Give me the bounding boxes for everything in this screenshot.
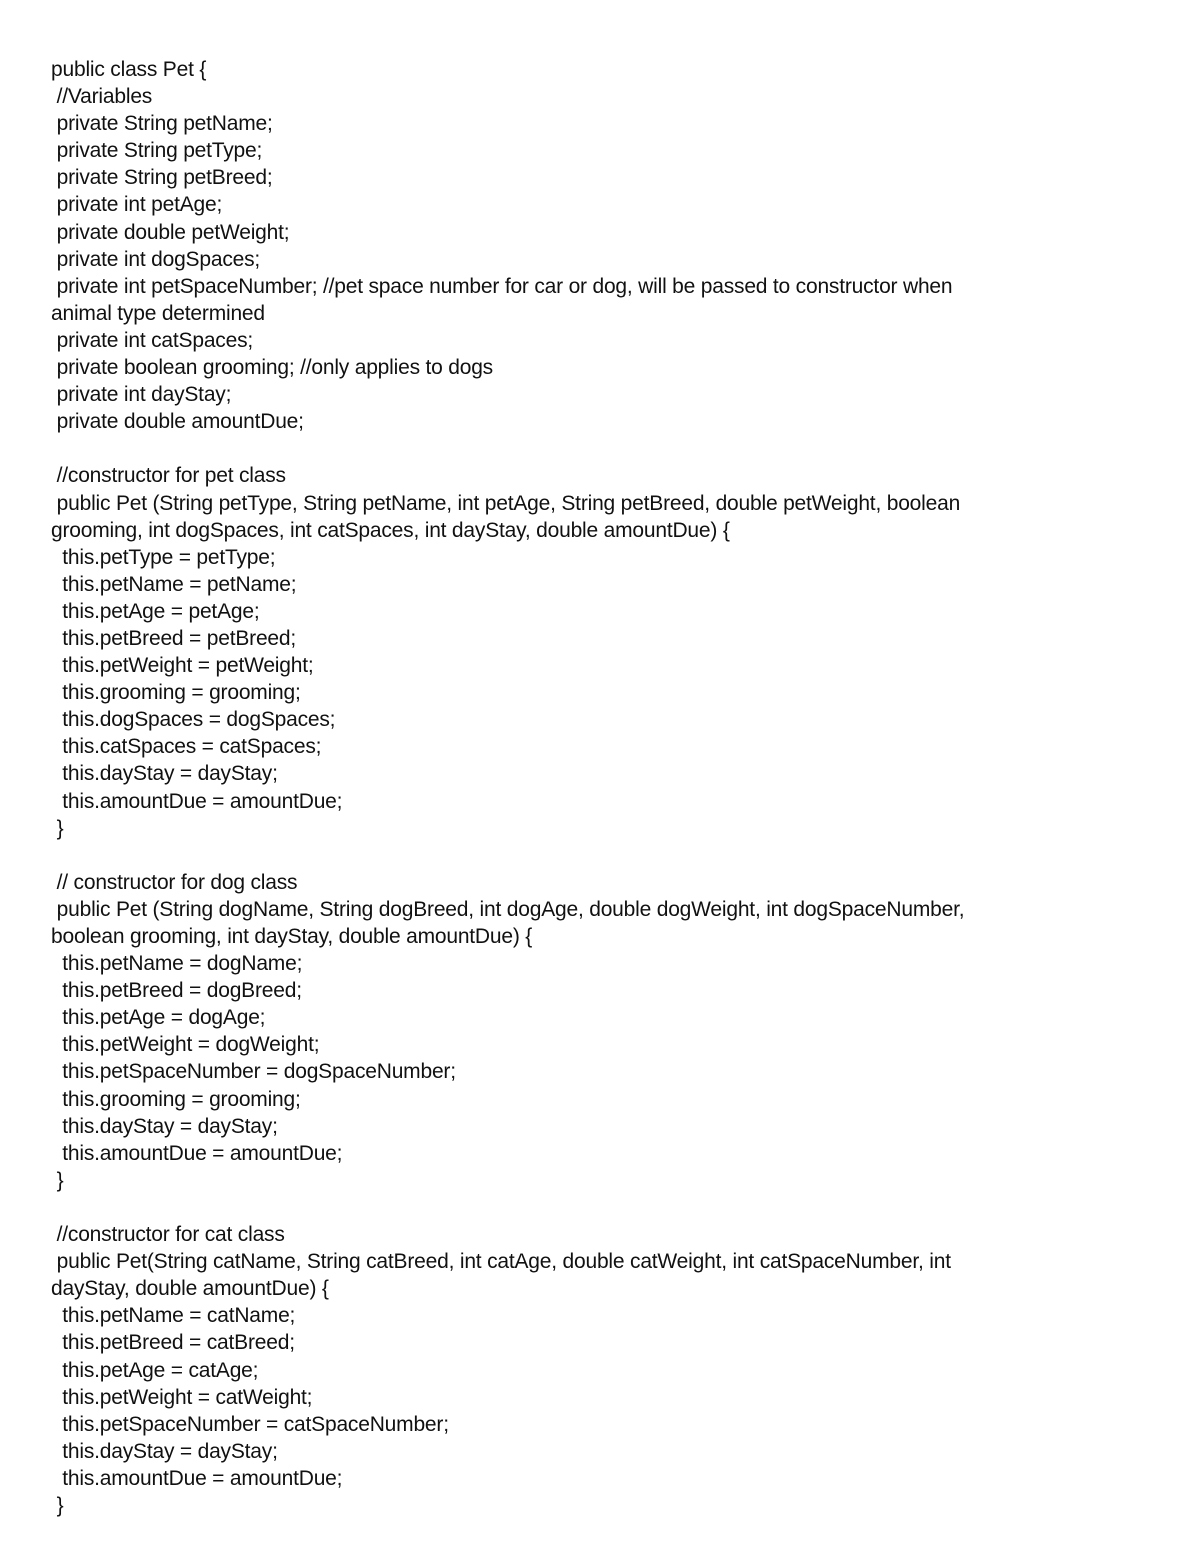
code-line: private int petSpaceNumber; //pet space number for car or dog, will be passed to constructor when (51, 274, 953, 298)
java-code-block (51, 56, 1151, 1519)
code-line: private int catSpaces; (51, 328, 254, 352)
code-line: this.petName = petName; (51, 572, 297, 596)
code-line: this.petSpaceNumber = catSpaceNumber; (51, 1412, 449, 1436)
code-line: private boolean grooming; //only applies to dogs (51, 356, 493, 380)
code-line: this.amountDue = amountDue; (51, 1466, 343, 1490)
code-line: this.dogSpaces = dogSpaces; (51, 708, 336, 732)
code-line: boolean grooming, int dayStay, double amountDue) { (51, 925, 533, 948)
code-line: this.petWeight = petWeight; (51, 654, 314, 678)
code-line: grooming, int dogSpaces, int catSpaces, int dayStay, double amountDue) { (51, 518, 730, 542)
code-line: //constructor for cat class (51, 1223, 285, 1247)
code-line: private int dayStay; (51, 383, 232, 407)
code-line: public Pet (String petType, String petName, int petAge, String petBreed, double petWeight, boolean (51, 491, 961, 515)
cat-constructor-section (51, 1221, 1151, 1519)
code-line: private double petWeight; (51, 220, 290, 244)
class-declaration-section (51, 56, 1151, 435)
dog-constructor-section (51, 869, 1151, 1194)
code-line: this.amountDue = amountDue; (51, 789, 343, 813)
code-line: private double amountDue; (51, 410, 304, 434)
pet-constructor-section (51, 462, 1151, 841)
code-line: this.petAge = catAge; (51, 1358, 259, 1382)
code-line: this.petType = petType; (51, 545, 276, 569)
code-line: // constructor for dog class (51, 870, 298, 894)
code-line: } (51, 816, 64, 840)
code-line: this.dayStay = dayStay; (51, 1439, 278, 1463)
code-line: this.petAge = dogAge; (51, 1006, 266, 1030)
code-line: dayStay, double amountDue) { (51, 1277, 329, 1301)
code-line: animal type determined (51, 301, 265, 325)
code-line: private String petName; (51, 112, 273, 136)
code-line: private int dogSpaces; (51, 247, 261, 271)
blank-line (51, 435, 1151, 462)
code-line: this.grooming = grooming; (51, 681, 301, 705)
code-line: this.catSpaces = catSpaces; (51, 735, 322, 759)
code-line: public class Pet { (51, 58, 207, 81)
code-line: this.petWeight = catWeight; (51, 1385, 313, 1409)
code-line: this.amountDue = amountDue; (51, 1141, 343, 1165)
code-line: this.petBreed = catBreed; (51, 1331, 295, 1355)
blank-line (51, 842, 1151, 869)
code-line: private int petAge; (51, 193, 223, 217)
code-line: private String petBreed; (51, 166, 273, 190)
code-line: } (51, 1493, 64, 1517)
code-line: this.dayStay = dayStay; (51, 762, 278, 786)
code-line: this.petWeight = dogWeight; (51, 1033, 320, 1057)
code-line: this.petName = catName; (51, 1304, 296, 1328)
code-line: this.petBreed = petBreed; (51, 626, 297, 650)
code-line: public Pet(String catName, String catBreed, int catAge, double catWeight, int catSpaceNumber, int (51, 1250, 951, 1274)
code-line: this.petAge = petAge; (51, 599, 260, 623)
code-line: //constructor for pet class (51, 464, 286, 488)
code-line: private String petType; (51, 139, 263, 163)
code-line: this.dayStay = dayStay; (51, 1114, 278, 1138)
blank-line (51, 1194, 1151, 1221)
code-line: //Variables (51, 85, 153, 109)
code-line: this.petBreed = dogBreed; (51, 979, 302, 1003)
code-line: public Pet (String dogName, String dogBreed, int dogAge, double dogWeight, int dogSpaceNumber, (51, 897, 965, 921)
code-line: this.grooming = grooming; (51, 1087, 301, 1111)
code-line: this.petName = dogName; (51, 952, 303, 976)
code-line: } (51, 1168, 64, 1192)
code-line: this.petSpaceNumber = dogSpaceNumber; (51, 1060, 456, 1084)
